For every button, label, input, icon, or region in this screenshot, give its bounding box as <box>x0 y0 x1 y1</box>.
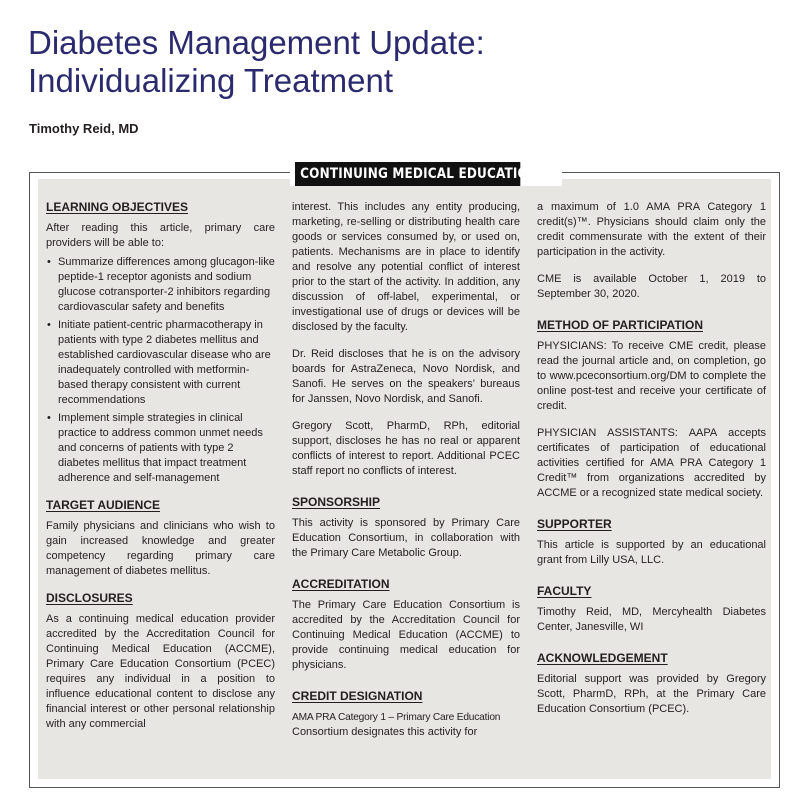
column-3 <box>537 200 766 717</box>
credit-designation-heading: CREDIT DESIGNATION <box>292 689 423 703</box>
cme-banner <box>290 162 562 186</box>
target-audience-heading: TARGET AUDIENCE <box>46 498 160 512</box>
cme-availability: CME is available October 1, 2019 to September 30, 2020. <box>537 273 766 300</box>
column-2 <box>292 200 520 740</box>
credit-designation-lead: AMA PRA Category 1 – Primary Care Education <box>292 712 501 723</box>
credit-designation-text-start: Consortium designates this activity for <box>292 726 478 738</box>
learning-objectives-intro: After reading this article, primary care providers will be able to: <box>46 222 275 249</box>
accreditation-text: The Primary Care Education Consortium is accredited by the Accreditation Council for Continuing Medical Education (ACCME) to provide continuing medical education for physicians. <box>292 599 520 671</box>
article-title-line-1: Diabetes Management Update: <box>28 24 485 61</box>
article-title <box>28 24 768 100</box>
faculty-text: Timothy Reid, MD, Mercyhealth Diabetes Center, Janesville, WI <box>537 606 766 633</box>
acknowledgement-heading: ACKNOWLEDGEMENT <box>537 651 668 665</box>
acknowledgement-text: Editorial support was provided by Gregory Scott, PharmD, RPh, at the Primary Care Education Consortium (PCEC). <box>537 673 766 715</box>
target-audience-text: Family physicians and clinicians who wish to gain increased knowledge and greater competency regarding primary care management of diabetes mellitus. <box>46 520 275 577</box>
article-title-line-2: Individualizing Treatment <box>28 62 394 99</box>
list-item: • Initiate patient-centric pharmacotherapy in patients with type 2 diabetes mellitus and established cardiovascular disease who are inadequately controlled with metformin-based therapy consistent with current recommendations <box>46 318 275 408</box>
disclosures-paragraph-1-continued: interest. This includes any entity producing, marketing, re-selling or distributing health care goods or services consumed by, or used on, patients. Mechanisms are in place to identify and resolve any potential conflict of interest prior to the start of the activity. In addition, any discussion of off-label, experimental, or investigational use of drugs or devices will be disclosed by the faculty. <box>292 201 520 333</box>
disclosures-paragraph-2: Dr. Reid discloses that he is on the advisory boards for AstraZeneca, Novo Nordisk, and Sanofi. He serves on the speakers’ bureaus for Janssen, Novo Nordisk, and Sanofi. <box>292 348 520 405</box>
author-byline: Timothy Reid, MD <box>29 121 139 136</box>
disclosures-paragraph-1-start: As a continuing medical education provider accredited by the Accreditation Council for Continuing Medical Education (ACCME), Primary Care Education Consortium (PCEC) requires any individual in a position to influence educational content to disclose any financial interest or other personal relationship with any commercial <box>46 613 275 730</box>
physician-assistants-instructions: PHYSICIAN ASSISTANTS: AAPA accepts certificates of participation of educational activities certified for AMA PRA Category 1 Credit™ from organizations accredited by ACCME or a recognized state medical society. <box>537 427 766 499</box>
cme-banner-label: CONTINUING MEDICAL EDUCATION <box>295 162 520 186</box>
credit-designation-text-continued: a maximum of 1.0 AMA PRA Category 1 credit(s)™. Physicians should claim only the credit commensurate with the extent of their participation in the activity. <box>537 201 766 258</box>
accreditation-heading: ACCREDITATION <box>292 577 390 591</box>
learning-objectives-list <box>46 255 275 486</box>
list-item: • Implement simple strategies in clinical practice to address common unmet needs and concerns of patients with type 2 diabetes mellitus that impact treatment adherence and self-management <box>46 411 275 486</box>
learning-objectives-heading: LEARNING OBJECTIVES <box>46 200 189 214</box>
list-item: • Summarize differences among glucagon-like peptide-1 receptor agonists and sodium glucose cotransporter-2 inhibitors regarding cardiovascular safety and benefits <box>46 255 275 315</box>
method-of-participation-heading: METHOD OF PARTICIPATION <box>537 318 703 332</box>
column-1 <box>46 200 275 732</box>
supporter-text: This article is supported by an educational grant from Lilly USA, LLC. <box>537 539 766 566</box>
sponsorship-heading: SPONSORSHIP <box>292 495 381 509</box>
supporter-heading: SUPPORTER <box>537 517 612 531</box>
disclosures-heading: DISCLOSURES <box>46 591 133 605</box>
disclosures-paragraph-3: Gregory Scott, PharmD, RPh, editorial support, discloses he has no real or apparent conflicts of interest to report. Additional PCEC staff report no conflicts of interest. <box>292 420 520 477</box>
faculty-heading: FACULTY <box>537 584 592 598</box>
sponsorship-text: This activity is sponsored by Primary Care Education Consortium, in collaboration with the Primary Care Metabolic Group. <box>292 517 520 559</box>
physicians-instructions: PHYSICIANS: To receive CME credit, please read the journal article and, on completion, go to www.pceconsortium.org/DM to complete the online post-test and receive your certificate of credit. <box>537 340 766 412</box>
